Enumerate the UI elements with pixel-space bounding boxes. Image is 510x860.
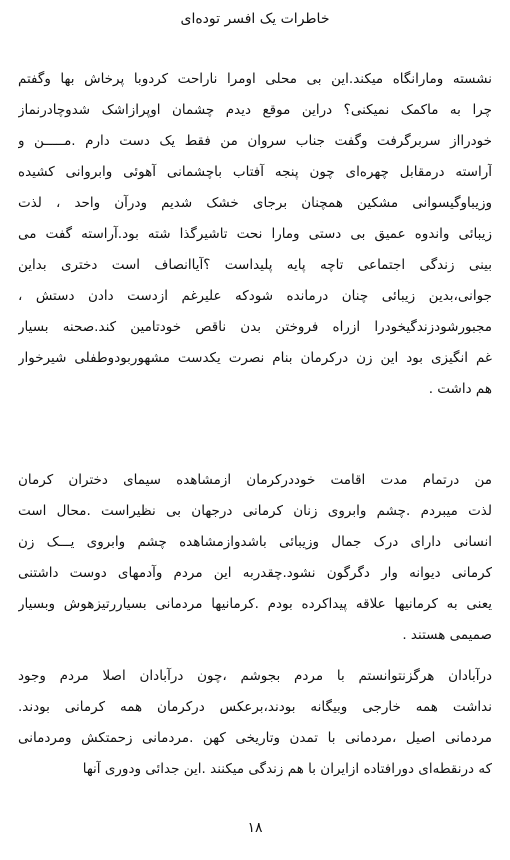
text-line: وزیباوگیسوانی مشکین همچنان برجای خشک شدیم ودرآن واحد ، لذت (18, 195, 492, 211)
text-line: لذت میبردم .چشم وابروی زنان کرمانی درجهان بی نظیراست .محال است (18, 503, 492, 519)
paragraph-1 (18, 64, 492, 405)
running-header: خاطرات یک افسر توده‌ای (180, 11, 330, 27)
text-line: غم انگیزی بود این زن درکرمان بنام نصرت یکدست مشهوربودوطفلی شیرخوار (18, 350, 492, 366)
text-line: مردمانی اصیل ،مردمانی با تمدن وتاریخی کهن .مردمانی زحمتکش ومردمانی (18, 730, 492, 746)
text-line: نشسته ومارانگاه میکند.این بی محلی اومرا ناراحت کردوبا پرخاش بها وگفتم (18, 71, 492, 87)
text-line: که درنقطه‌ای دورافتاده ازایران با هم زندگی میکنند .این جدائی ودوری آنها (82, 761, 492, 777)
text-line: صمیمی هستند . (402, 627, 492, 643)
paragraph-2 (18, 465, 492, 651)
text-line: مجبورشودزندگیخودرا ازراه فروختن بدن ناقص خودتامین کند.صحنه بسیار (18, 319, 492, 335)
text-line: جوانی،بدین زیبائی چنان درمانده شودکه علیرغم ازدست دادن دستش ، (18, 288, 492, 304)
text-line: خودرااز سربرگرفت وگفت جناب سروان من فقط یک دست دارم .مـــــن و (18, 133, 492, 149)
text-line: چرا به ماکمک نمیکنی؟ دراین موقع دیدم چشمان اوپرازاشک شدوچادرنماز (18, 102, 492, 118)
text-line: نداشت همه خارجی وبیگانه بودند،برعکس درکرمان همه کرمانی بودند. (18, 699, 492, 715)
page-number: ۱۸ (247, 820, 263, 836)
text-line: هم داشت . (428, 381, 492, 397)
text-line: زیبائی واندوه عمیق بی دستی ومارا نحت تاشیرگذا شته بود.آراسته گفت می (18, 226, 492, 242)
text-line: آراسته درمقابل چهره‌ای چون پنجه آفتاب باچشمانی آهوئی وابروانی کشیده (18, 164, 492, 180)
text-line: کرمانی دیوانه وار دگرگون نشود.چقدربه این مردم وآدمهای دوست داشتنی (18, 565, 492, 581)
paragraph-spacer (18, 651, 492, 661)
text-line: یعنی به کرمانیها علاقه پیداکرده بودم .کرمانیها مردمانی بسیاررتیزهوش وبسیار (18, 596, 492, 612)
text-line: من درتمام مدت اقامت خوددرکرمان ازمشاهده سیمای دختران کرمان (18, 472, 492, 488)
text-line: انسانی دارای درک جمال وزیبائی باشدوازمشاهده چشم وابروی یـــک زن (18, 534, 492, 550)
text-line: درآبادان هرگزنتوانستم با مردم بجوشم ،چون درآبادان اصلا مردم وجود (18, 668, 492, 684)
text-line: بینی زندگی اجتماعی تاچه پایه پلیداست ؟آیاانصاف است دختری بداین (18, 257, 492, 273)
paragraph-3 (18, 661, 492, 785)
paragraph-spacer (18, 405, 492, 465)
